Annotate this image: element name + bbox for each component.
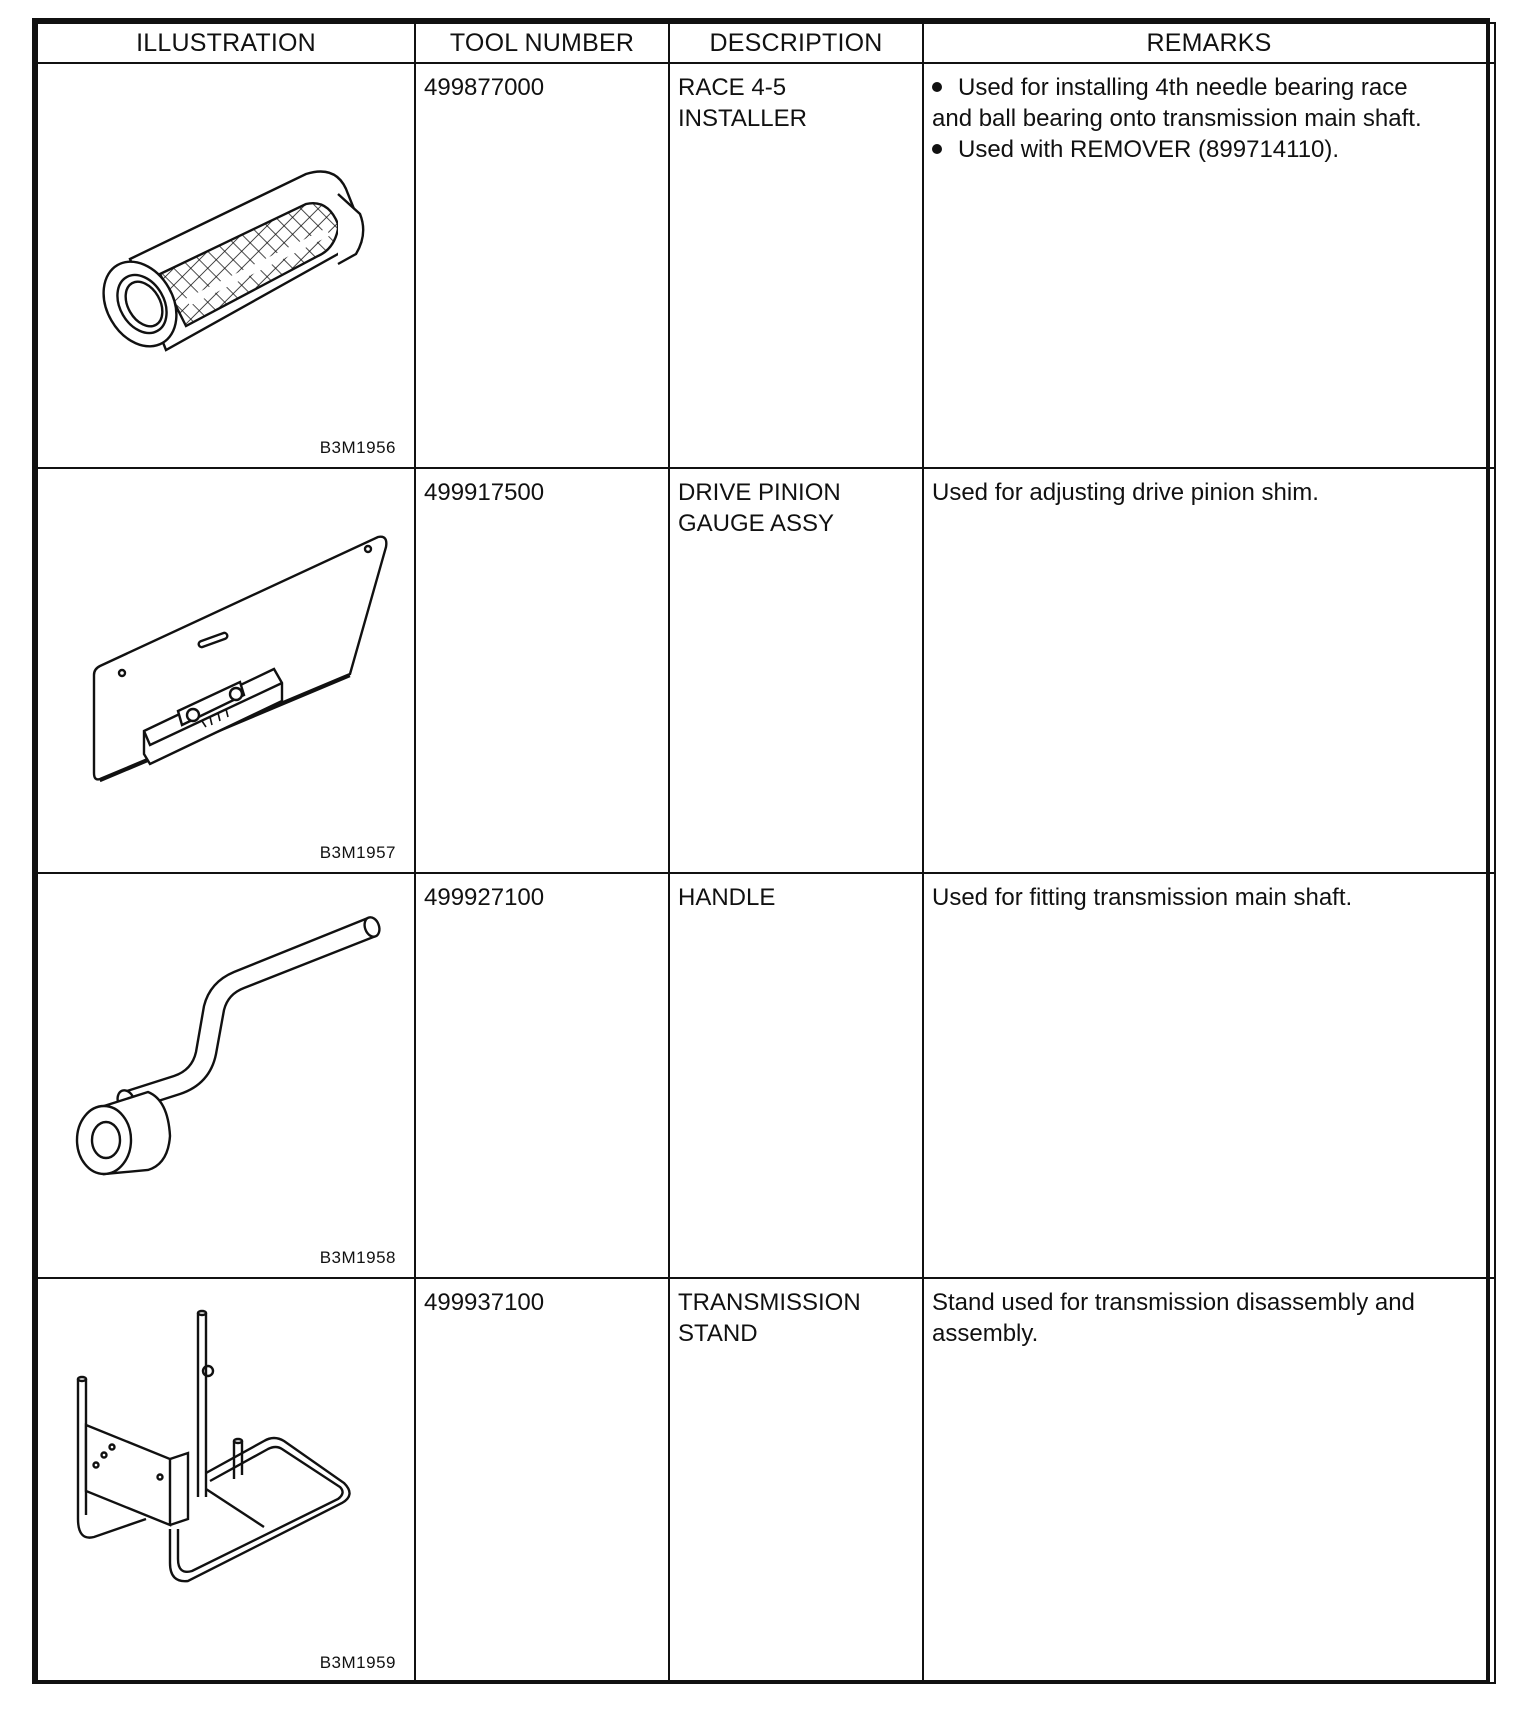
description-cell (669, 468, 923, 873)
tool-number-cell: 499877000 (415, 63, 669, 468)
remarks-cell (923, 63, 1495, 468)
transmission-stand-illustration (38, 1279, 414, 1682)
remarks-cell (923, 1278, 1495, 1683)
remarks-item (932, 72, 1486, 103)
header-tool-number: TOOL NUMBER (415, 23, 669, 63)
illustration-code: B3M1956 (319, 438, 396, 457)
remarks-item-continuation (932, 103, 1486, 134)
remarks-cell: Used for adjusting drive pinion shim. (923, 468, 1495, 873)
remarks-text: Used with REMOVER (899714110). (958, 136, 1340, 163)
bullet-icon (932, 82, 942, 92)
illustration-code: B3M1959 (319, 1653, 396, 1672)
remarks-line: Stand used for transmission disassembly and (932, 1289, 1415, 1316)
description-line: INSTALLER (678, 105, 807, 132)
description-line: DRIVE PINION (678, 479, 841, 506)
table-row (37, 873, 1495, 1278)
description-line: GAUGE ASSY (678, 510, 835, 537)
header-illustration: ILLUSTRATION (37, 23, 415, 63)
illustration-cell (37, 468, 415, 873)
handle-illustration (38, 874, 414, 1277)
remarks-text: and ball bearing onto transmission main shaft. (932, 105, 1422, 132)
remarks-line: assembly. (932, 1320, 1039, 1347)
race-installer-illustration (38, 64, 414, 467)
drive-pinion-gauge-illustration (38, 469, 414, 872)
tool-number-cell: 499927100 (415, 873, 669, 1278)
remarks-cell: Used for fitting transmission main shaft. (923, 873, 1495, 1278)
description-line: STAND (678, 1320, 758, 1347)
table-row (37, 63, 1495, 468)
remarks-list (932, 72, 1486, 165)
remarks-item (932, 134, 1486, 165)
header-remarks: REMARKS (923, 23, 1495, 63)
description-cell (669, 1278, 923, 1683)
bullet-icon (932, 144, 942, 154)
tool-number-cell: 499917500 (415, 468, 669, 873)
remarks-text: Used for installing 4th needle bearing race (958, 74, 1408, 101)
illustration-cell (37, 63, 415, 468)
description-line: RACE 4-5 (678, 74, 787, 101)
description-cell (669, 873, 923, 1278)
description-line: TRANSMISSION (678, 1289, 861, 1316)
description-cell (669, 63, 923, 468)
description-line: HANDLE (678, 884, 776, 911)
header-row (37, 23, 1495, 63)
illustration-code: B3M1958 (319, 1248, 396, 1267)
illustration-cell (37, 873, 415, 1278)
table-row (37, 1278, 1495, 1683)
header-description: DESCRIPTION (669, 23, 923, 63)
tool-number-cell: 499937100 (415, 1278, 669, 1683)
illustration-cell (37, 1278, 415, 1683)
table-row (37, 468, 1495, 873)
special-tools-table (32, 18, 1490, 1684)
illustration-code: B3M1957 (319, 843, 396, 862)
